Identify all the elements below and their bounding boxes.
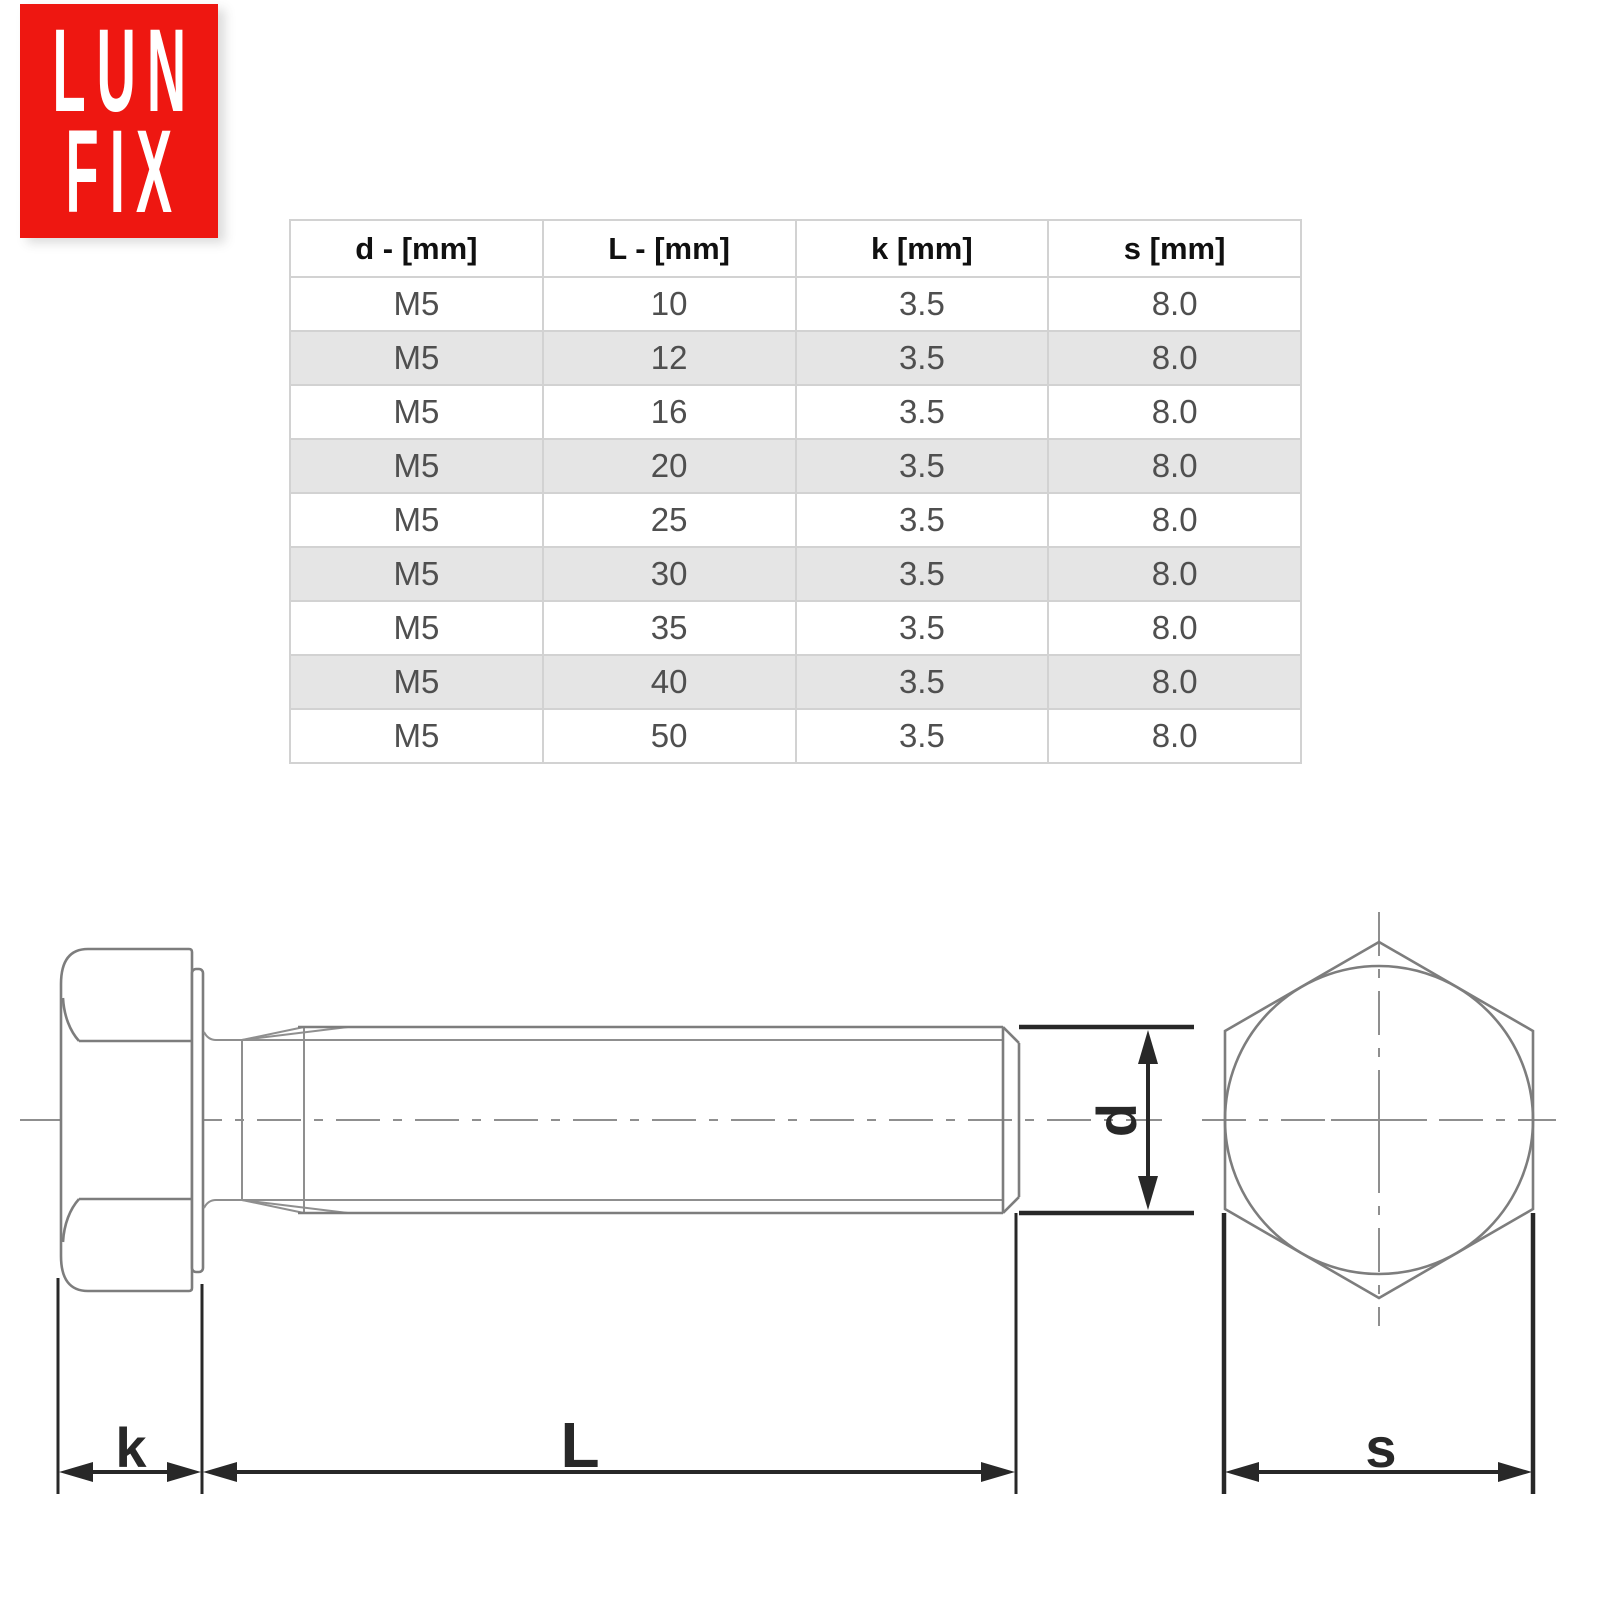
L-label: L	[560, 1409, 600, 1481]
dimension-d	[1019, 1027, 1194, 1213]
table-cell: 35	[543, 601, 796, 655]
table-cell: M5	[290, 277, 543, 331]
table-cell: 8.0	[1048, 493, 1301, 547]
column-header-s: s [mm]	[1048, 220, 1301, 277]
table-cell: 3.5	[796, 493, 1049, 547]
table-cell: M5	[290, 655, 543, 709]
table-cell: 40	[543, 655, 796, 709]
table-cell: 8.0	[1048, 439, 1301, 493]
table-cell: 8.0	[1048, 385, 1301, 439]
table-cell: 16	[543, 385, 796, 439]
k-label: k	[115, 1416, 147, 1479]
table-cell: 20	[543, 439, 796, 493]
table-cell: 8.0	[1048, 601, 1301, 655]
table-cell: M5	[290, 493, 543, 547]
table-cell: 3.5	[796, 601, 1049, 655]
column-header-d: d - [mm]	[290, 220, 543, 277]
table-cell: 8.0	[1048, 655, 1301, 709]
table-cell: 8.0	[1048, 547, 1301, 601]
k-arrowhead-left	[59, 1462, 93, 1482]
L-arrowhead-right	[981, 1462, 1015, 1482]
table-cell: 12	[543, 331, 796, 385]
table-cell: 30	[543, 547, 796, 601]
table-cell: 3.5	[796, 331, 1049, 385]
d-label: d	[1085, 1102, 1148, 1138]
table-cell: 10	[543, 277, 796, 331]
table-cell: 3.5	[796, 439, 1049, 493]
bolt-end-view	[1202, 912, 1556, 1326]
dimension-L	[203, 1213, 1016, 1494]
s-arrowhead-left	[1225, 1462, 1259, 1482]
s-label: s	[1365, 1416, 1397, 1479]
table-cell: 3.5	[796, 385, 1049, 439]
brand-logo-line2: FIX	[65, 106, 184, 238]
table-cell: 25	[543, 493, 796, 547]
table-cell: 3.5	[796, 655, 1049, 709]
thread-minor-line-bottom	[204, 1200, 1003, 1208]
d-arrowhead-bottom	[1138, 1176, 1158, 1210]
d-arrowhead-top	[1138, 1030, 1158, 1064]
L-arrowhead-left	[203, 1462, 237, 1482]
table-cell: 8.0	[1048, 277, 1301, 331]
tip-chamfer-top	[1003, 1027, 1019, 1043]
brand-logo-line1: LUN	[52, 5, 197, 137]
bolt-side-view	[20, 949, 1162, 1291]
table-cell: M5	[290, 439, 543, 493]
column-header-L: L - [mm]	[543, 220, 796, 277]
dimension-k	[58, 1278, 202, 1494]
table-cell: M5	[290, 601, 543, 655]
k-arrowhead-right	[167, 1462, 201, 1482]
table-cell: 3.5	[796, 547, 1049, 601]
table-cell: 3.5	[796, 277, 1049, 331]
table-cell: M5	[290, 385, 543, 439]
tip-chamfer-bottom	[1003, 1197, 1019, 1213]
table-cell: 50	[543, 709, 796, 763]
bolt-head-outline	[61, 949, 192, 1291]
table-cell: 3.5	[796, 709, 1049, 763]
table-cell: M5	[290, 709, 543, 763]
table-cell: 8.0	[1048, 331, 1301, 385]
column-header-k: k [mm]	[796, 220, 1049, 277]
thread-minor-line-top	[204, 1032, 1003, 1040]
table-cell: 8.0	[1048, 709, 1301, 763]
s-arrowhead-right	[1498, 1462, 1532, 1482]
bolt-washer-face	[192, 969, 203, 1272]
table-cell: M5	[290, 331, 543, 385]
table-cell: M5	[290, 547, 543, 601]
